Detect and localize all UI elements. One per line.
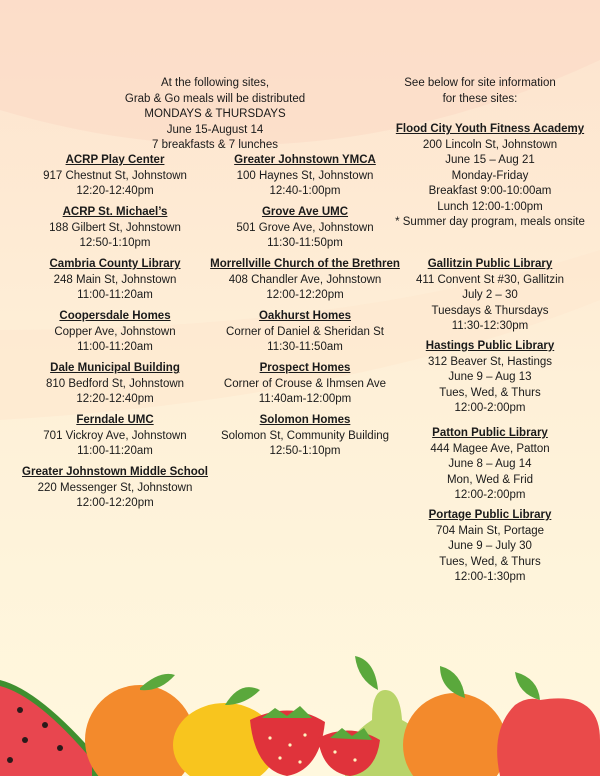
site-line: 11:30-11:50pm <box>267 237 343 249</box>
site-line: Tues, Wed, & Thurs <box>439 386 541 399</box>
site-name: Dale Municipal Building <box>50 362 180 374</box>
site-line: 220 Messenger St, Johnstown <box>37 481 193 494</box>
site-acrp-st-michaels <box>15 205 215 252</box>
site-dale-municipal-building <box>15 361 215 408</box>
site-solomon-homes <box>195 413 415 460</box>
site-flood-city-youth-fitness <box>385 122 595 231</box>
site-name: Grove Ave UMC <box>261 206 349 218</box>
site-patton-public-library <box>385 426 595 504</box>
site-line: Mon, Wed & Frid <box>446 473 534 486</box>
intro-right-text <box>380 76 580 107</box>
site-line: Lunch 12:00-1:00pm <box>437 200 543 213</box>
site-line: 12:00-12:20pm <box>76 497 154 509</box>
site-line: 12:00-2:00pm <box>454 402 526 414</box>
site-name: Greater Johnstown YMCA <box>234 154 376 166</box>
site-line: Corner of Daniel & Sheridan St <box>226 325 384 338</box>
apple-icon <box>497 672 600 776</box>
site-ferndale-umc <box>15 413 215 460</box>
site-line: 11:00-11:20am <box>77 289 153 301</box>
site-line: 100 Haynes St, Johnstown <box>236 169 374 182</box>
site-name: Oakhurst Homes <box>258 310 352 322</box>
site-name: ACRP Play Center <box>65 154 165 166</box>
site-name: Solomon Homes <box>259 414 351 426</box>
site-line: 11:00-11:20am <box>77 341 153 353</box>
intro-line: MONDAYS & THURSDAYS <box>144 108 286 120</box>
site-morrellville-church <box>195 257 415 304</box>
site-line: 701 Vickroy Ave, Johnstown <box>43 429 187 442</box>
orange-icon <box>403 666 507 776</box>
site-line: 408 Chandler Ave, Johnstown <box>228 273 382 286</box>
site-line: June 8 – Aug 14 <box>448 458 532 470</box>
site-line: 810 Bedford St, Johnstown <box>45 377 185 390</box>
site-portage-public-library <box>385 508 595 586</box>
site-line: June 15 – Aug 21 <box>445 154 535 166</box>
site-greater-johnstown-middle-school <box>15 465 215 512</box>
site-line: June 9 – Aug 13 <box>448 371 532 383</box>
watermelon-icon <box>0 680 100 776</box>
fruit-border <box>0 640 600 776</box>
site-name: Cambria County Library <box>49 258 181 270</box>
site-name: Portage Public Library <box>428 509 552 521</box>
intro-right-line: for these sites: <box>442 92 518 105</box>
site-line: 12:40-1:00pm <box>269 185 341 197</box>
intro-line: At the following sites, <box>160 77 270 89</box>
site-line: 188 Gilbert St, Johnstown <box>49 221 181 234</box>
site-name: Flood City Youth Fitness Academy <box>395 123 585 135</box>
site-line: 12:00-1:30pm <box>454 571 526 583</box>
site-greater-johnstown-ymca <box>195 153 415 200</box>
site-oakhurst-homes <box>195 309 415 356</box>
site-line: 200 Lincoln St, Johnstown <box>422 138 558 151</box>
site-line: 444 Magee Ave, Patton <box>430 442 550 455</box>
site-gallitzin-public-library <box>385 257 595 335</box>
site-name: Prospect Homes <box>259 362 351 374</box>
site-line: 411 Convent St #30, Gallitzin <box>415 273 565 286</box>
site-line: 11:30-12:30pm <box>451 320 529 332</box>
site-line: 12:50-1:10pm <box>79 237 151 249</box>
site-name: Coopersdale Homes <box>59 310 171 322</box>
site-line: 704 Main St, Portage <box>435 524 545 537</box>
intro-line: Grab & Go meals will be distributed <box>124 92 306 105</box>
site-line: * Summer day program, meals onsite <box>395 216 585 228</box>
site-line: Monday-Friday <box>451 169 529 182</box>
site-line: June 9 – July 30 <box>448 540 532 552</box>
site-line: 917 Chestnut St, Johnstown <box>43 169 187 182</box>
site-name: Greater Johnstown Middle School <box>22 466 208 478</box>
site-line: 12:20-12:40pm <box>76 393 154 405</box>
site-acrp-play-center <box>15 153 215 200</box>
site-prospect-homes <box>195 361 415 408</box>
intro-line: June 15-August 14 <box>166 123 264 136</box>
site-line: 312 Beaver St, Hastings <box>427 355 552 368</box>
site-line: 501 Grove Ave, Johnstown <box>236 221 374 234</box>
site-name: Gallitzin Public Library <box>427 258 553 270</box>
site-line: Tues, Wed, & Thurs <box>439 555 541 568</box>
site-line: 11:00-11:20am <box>77 445 153 457</box>
site-name: Ferndale UMC <box>76 414 154 426</box>
site-line: 12:00-12:20pm <box>266 289 344 301</box>
site-cambria-county-library <box>15 257 215 304</box>
site-name: Morrellville Church of the Brethren <box>210 258 400 270</box>
site-line: Breakfast 9:00-10:00am <box>428 185 552 197</box>
site-line: 12:50-1:10pm <box>269 445 341 457</box>
site-line: Tuesdays & Thursdays <box>431 304 549 317</box>
intro-right-line: See below for site information <box>404 77 556 89</box>
site-line: 12:00-2:00pm <box>454 489 526 501</box>
site-line: Copper Ave, Johnstown <box>54 325 176 338</box>
site-line: 11:40am-12:00pm <box>258 393 352 405</box>
site-coopersdale-homes <box>15 309 215 356</box>
site-hastings-public-library <box>385 339 595 417</box>
site-line: July 2 – 30 <box>462 289 518 301</box>
site-name: Patton Public Library <box>432 427 548 439</box>
site-line: 11:30-11:50am <box>267 341 343 353</box>
site-line: 12:20-12:40pm <box>76 185 154 197</box>
site-line: Corner of Crouse & Ihmsen Ave <box>223 377 387 390</box>
site-name: Hastings Public Library <box>425 340 555 352</box>
site-line: 248 Main St, Johnstown <box>53 273 177 286</box>
intro-line: 7 breakfasts & 7 lunches <box>152 139 278 151</box>
site-name: ACRP St. Michael’s <box>62 206 168 218</box>
intro-text <box>90 76 340 154</box>
site-grove-ave-umc <box>195 205 415 252</box>
site-line: Solomon St, Community Building <box>220 429 390 442</box>
